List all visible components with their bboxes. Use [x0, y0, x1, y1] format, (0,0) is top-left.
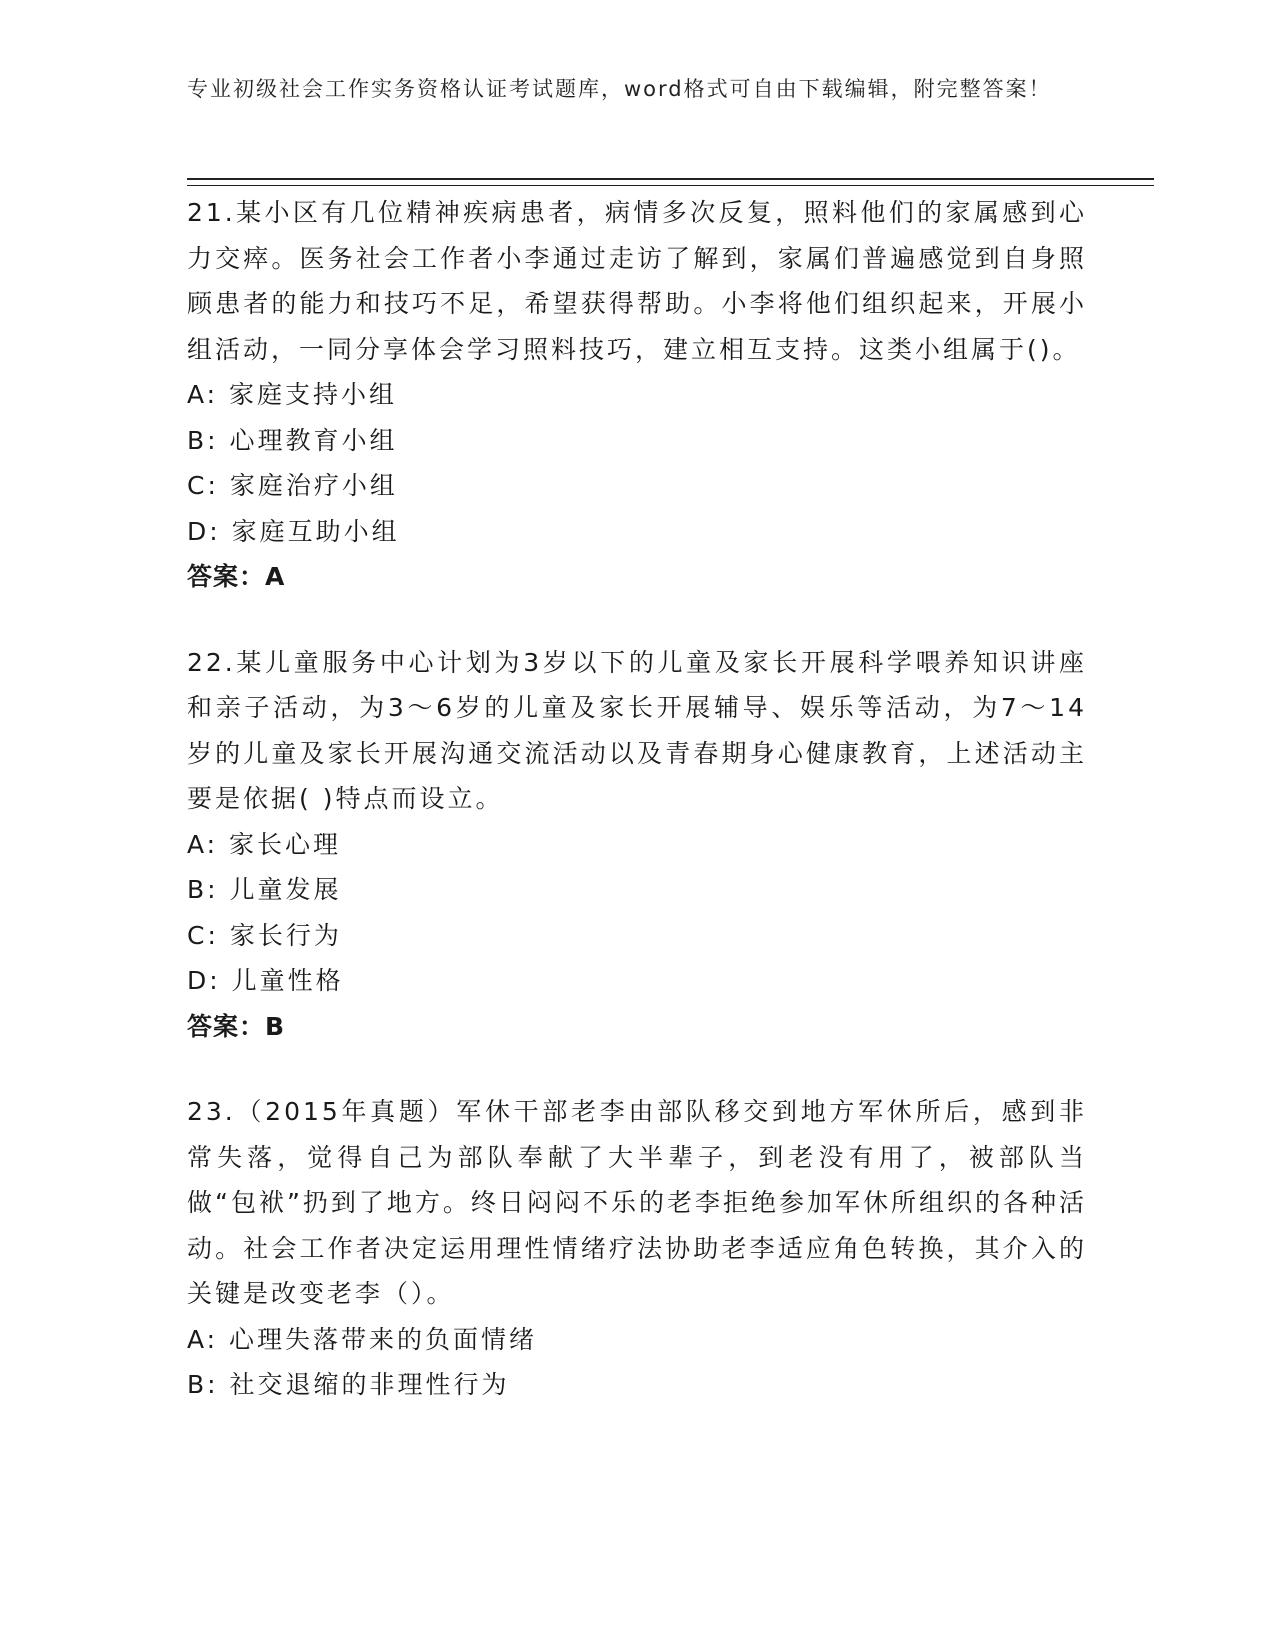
option-c: C: 家长行为 — [187, 920, 342, 950]
option-d: D: 家庭互助小组 — [187, 516, 400, 546]
option-c: C: 家庭治疗小组 — [187, 471, 398, 500]
question-22 — [187, 640, 1087, 1050]
question-stem: 22.某儿童服务中心计划为3岁以下的儿童及家长开展科学喂养知识讲座和亲子活动，为3～6岁的儿童及家长开展辅导、娱乐等活动，为7～14岁的儿童及家长开展沟通交流活动以及青春期身心健康教育，上述活动主要是依据( )特点而设立。 — [187, 647, 1087, 813]
question-21 — [187, 190, 1087, 600]
question-stem: 23.（2015年真题）军休干部老李由部队移交到地方军休所后，感到非常失落，觉得自己为部队奉献了大半辈子，到老没有用了，被部队当做“包袱”扔到了地方。终日闷闷不乐的老李拒绝参加军休所组织的各种活动。社会工作者决定运用理性情绪疗法协助老李适应角色转换，其介入的关键是改变老李（）。 — [187, 1097, 1087, 1308]
option-b: B: 社交退缩的非理性行为 — [187, 1370, 510, 1399]
question-stem: 21.某小区有几位精神疾病患者，病情多次反复，照料他们的家属感到心力交瘁。医务社会工作者小李通过走访了解到，家属们普遍感觉到自身照顾患者的能力和技巧不足，希望获得帮助。小李将他们组织起来，开展小组活动，一同分享体会学习照料技巧，建立相互支持。这类小组属于()。 — [187, 198, 1087, 364]
header-divider — [187, 178, 1154, 186]
option-a: A: 家长心理 — [187, 829, 342, 859]
page-header: 专业初级社会工作实务资格认证考试题库，word格式可自由下载编辑，附完整答案！ — [187, 77, 1052, 101]
document-body — [187, 190, 1087, 1448]
option-a: A: 家庭支持小组 — [187, 380, 398, 409]
option-b: B: 儿童发展 — [187, 875, 342, 904]
option-d: D: 儿童性格 — [187, 966, 344, 995]
answer: 答案：A — [187, 562, 286, 591]
option-a: A: 心理失落带来的负面情绪 — [187, 1324, 538, 1354]
question-23 — [187, 1089, 1087, 1408]
option-b: B: 心理教育小组 — [187, 425, 398, 455]
answer: 答案：B — [187, 1011, 286, 1041]
